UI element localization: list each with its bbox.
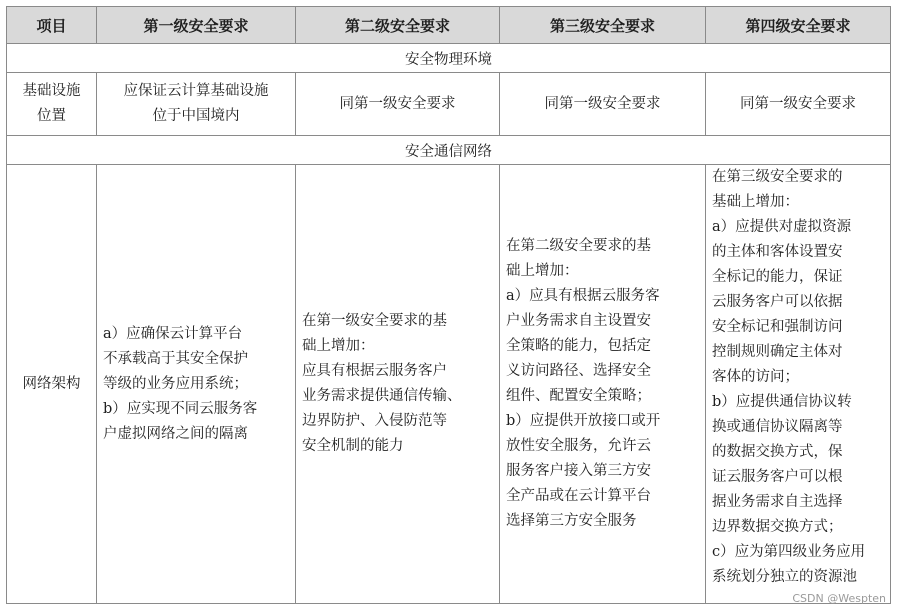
security-requirements-table [6,6,891,604]
row-item-label: 网络架构 [7,165,97,604]
level-4-requirement: 在第三级安全要求的 基础上增加： a）应提供对虚拟资源 的主体和客体设置安 全标记的能力，保证 云服务客户可以依据 安全标记和强制访问 控制规则确定主体对 客体的访问； b）应提供通信协议转 换或通信协议隔离等 的数据交换方式，保 证云服务客户可以根 据业务需求自主选择 边界数据交换方式； c）应为第四级业务应用 系统划分独立的资源池 [712,169,866,585]
header-level-4: 第四级安全要求 [706,7,891,44]
level-2-requirement: 同第一级安全要求 [296,73,500,136]
level-1-requirement: 应保证云计算基础设施 位于中国境内 [97,73,296,136]
section-title: 安全物理环境 [7,44,891,73]
header-level-1: 第一级安全要求 [97,7,296,44]
table-header [7,7,891,44]
table-row [7,165,891,604]
level-1-requirement: a）应确保云计算平台 不承载高于其安全保护 等级的业务应用系统； b）应实现不同云服务客 户虚拟网络之间的隔离 [97,165,296,604]
level-3-requirement: 同第一级安全要求 [500,73,706,136]
level-4-requirement-cell [706,165,891,604]
level-2-requirement: 在第一级安全要求的基 础上增加： 应具有根据云服务客户 业务需求提供通信传输、 边界防护、入侵防范等 安全机制的能力 [296,165,500,604]
header-level-3: 第三级安全要求 [500,7,706,44]
header-row [7,7,891,44]
section-row-communication-network [7,136,891,165]
section-title: 安全通信网络 [7,136,891,165]
header-level-2: 第二级安全要求 [296,7,500,44]
section-row-physical-environment [7,44,891,73]
level-3-requirement: 在第二级安全要求的基 础上增加： a）应具有根据云服务客 户业务需求自主设置安 全策略的能力，包括定 义访问路径、选择安全 组件、配置安全策略； b）应提供开放接口或开 放性安全服务，允许云 服务客户接入第三方安 全产品或在云计算平台 选择第三方安全服务 [500,165,706,604]
watermark: CSDN @Wespten [792,592,886,605]
header-item: 项目 [7,7,97,44]
row-item-label: 基础设施 位置 [7,73,97,136]
table-row [7,73,891,136]
level-4-requirement: 同第一级安全要求 [706,73,891,136]
